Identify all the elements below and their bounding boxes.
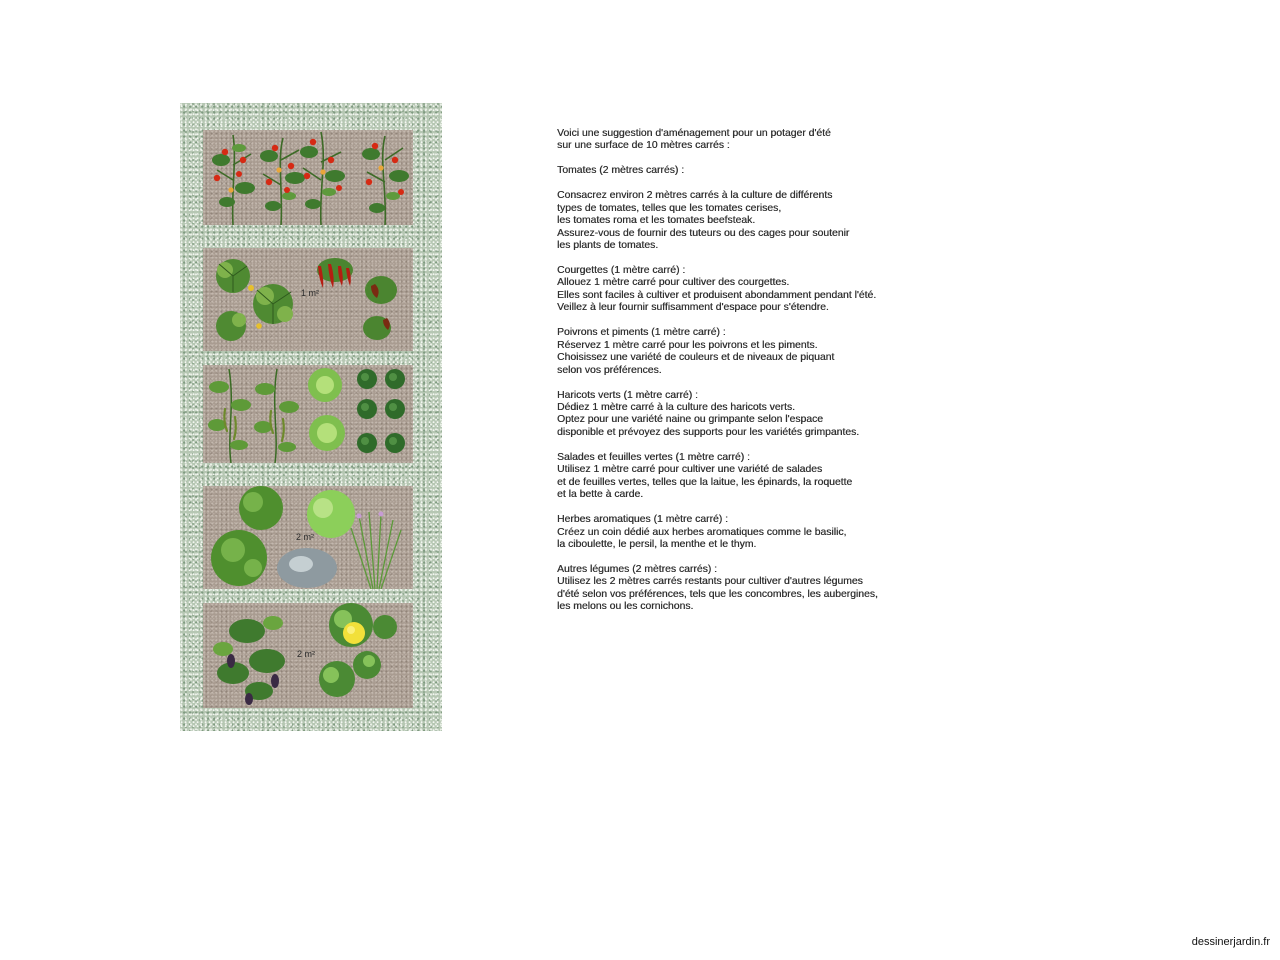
bed-herbes bbox=[203, 486, 413, 589]
lettuce-icon bbox=[303, 365, 413, 463]
description-line: Elles sont faciles à cultiver et produisent abondamment pendant l'été. bbox=[557, 289, 877, 301]
description-line: et de feuilles vertes, telles que la laitue, les épinards, la roquette bbox=[557, 476, 853, 488]
description-line: Veillez à leur fournir suffisamment d'espace pour s'étendre. bbox=[557, 302, 829, 314]
bed-label-herbes: 2 m² bbox=[296, 532, 314, 542]
description-line bbox=[557, 439, 560, 450]
description-line bbox=[557, 502, 560, 513]
description-line: Réservez 1 mètre carré pour les poivrons et les piments. bbox=[557, 339, 818, 351]
description-line: les tomates roma et les tomates beefsteak. bbox=[557, 215, 756, 227]
description-line: Créez un coin dédié aux herbes aromatiques comme le basilic, bbox=[557, 526, 847, 538]
description-line: Choisissez une variété de couleurs et de niveaux de piquant bbox=[557, 352, 835, 364]
description-line: types de tomates, telles que les tomates cerises, bbox=[557, 202, 782, 214]
site-credit: dessinerjardin.fr bbox=[1191, 936, 1270, 948]
description-line: les plants de tomates. bbox=[557, 240, 659, 252]
description-line bbox=[557, 377, 560, 388]
description-line: la ciboulette, le persil, la menthe et le thym. bbox=[557, 538, 757, 550]
aubergine-plant-icon bbox=[203, 603, 308, 708]
description-line: Consacrez environ 2 mètres carrés à la culture de différents bbox=[557, 190, 833, 202]
description-line: Utilisez 1 mètre carré pour cultiver une variété de salades bbox=[557, 464, 823, 476]
melon-cucumber-icon bbox=[307, 603, 413, 708]
description-line bbox=[557, 178, 560, 189]
bed-haricots-salades bbox=[203, 365, 413, 463]
description-line: Courgettes (1 mètre carré) : bbox=[557, 264, 686, 276]
description-line: sur une surface de 10 mètres carrés : bbox=[557, 140, 730, 152]
description-line: Herbes aromatiques (1 mètre carré) : bbox=[557, 514, 728, 526]
description-line: Dédiez 1 mètre carré à la culture des haricots verts. bbox=[557, 401, 795, 413]
description-line: les melons ou les cornichons. bbox=[557, 601, 694, 613]
garden-plan bbox=[180, 103, 442, 731]
bed-tomatoes bbox=[203, 130, 413, 225]
garden-description-text bbox=[557, 128, 1027, 614]
description-line: Autres légumes (2 mètres carrés) : bbox=[557, 563, 717, 575]
bed-label-courgettes: 1 m² bbox=[301, 288, 319, 298]
description-line: Assurez-vous de fournir des tuteurs ou des cages pour soutenir bbox=[557, 227, 850, 239]
description-line: Tomates (2 mètres carrés) : bbox=[557, 165, 685, 177]
tomato-plant-icon bbox=[203, 130, 413, 225]
description-line bbox=[557, 315, 560, 326]
description-line: et la bette à carde. bbox=[557, 489, 644, 501]
description-line bbox=[557, 551, 560, 562]
bed-courgettes-poivrons bbox=[203, 248, 413, 351]
bean-plant-icon bbox=[203, 365, 307, 463]
description-line: Salades et feuilles vertes (1 mètre carré) : bbox=[557, 451, 750, 463]
description-line: Optez pour une variété naine ou grimpante selon l'espace bbox=[557, 414, 823, 426]
bed-label-autres: 2 m² bbox=[297, 649, 315, 659]
description-line bbox=[557, 153, 560, 164]
description-line: disponible et prévoyez des supports pour les variétés grimpantes. bbox=[557, 426, 860, 438]
description-line: selon vos préférences. bbox=[557, 364, 662, 376]
description-line bbox=[557, 253, 560, 264]
description-line: Poivrons et piments (1 mètre carré) : bbox=[557, 327, 726, 339]
description-line: Utilisez les 2 mètres carrés restants pour cultiver d'autres légumes bbox=[557, 576, 863, 588]
description-line: d'été selon vos préférences, tels que les concombres, les aubergines, bbox=[557, 588, 878, 600]
description-line: Voici une suggestion d'aménagement pour un potager d'été bbox=[557, 128, 831, 139]
courgette-plant-icon bbox=[203, 248, 313, 351]
bed-autres-legumes bbox=[203, 603, 413, 708]
description-line: Haricots verts (1 mètre carré) : bbox=[557, 389, 698, 401]
pepper-plant-icon bbox=[307, 248, 413, 351]
description-line: Allouez 1 mètre carré pour cultiver des courgettes. bbox=[557, 277, 790, 289]
